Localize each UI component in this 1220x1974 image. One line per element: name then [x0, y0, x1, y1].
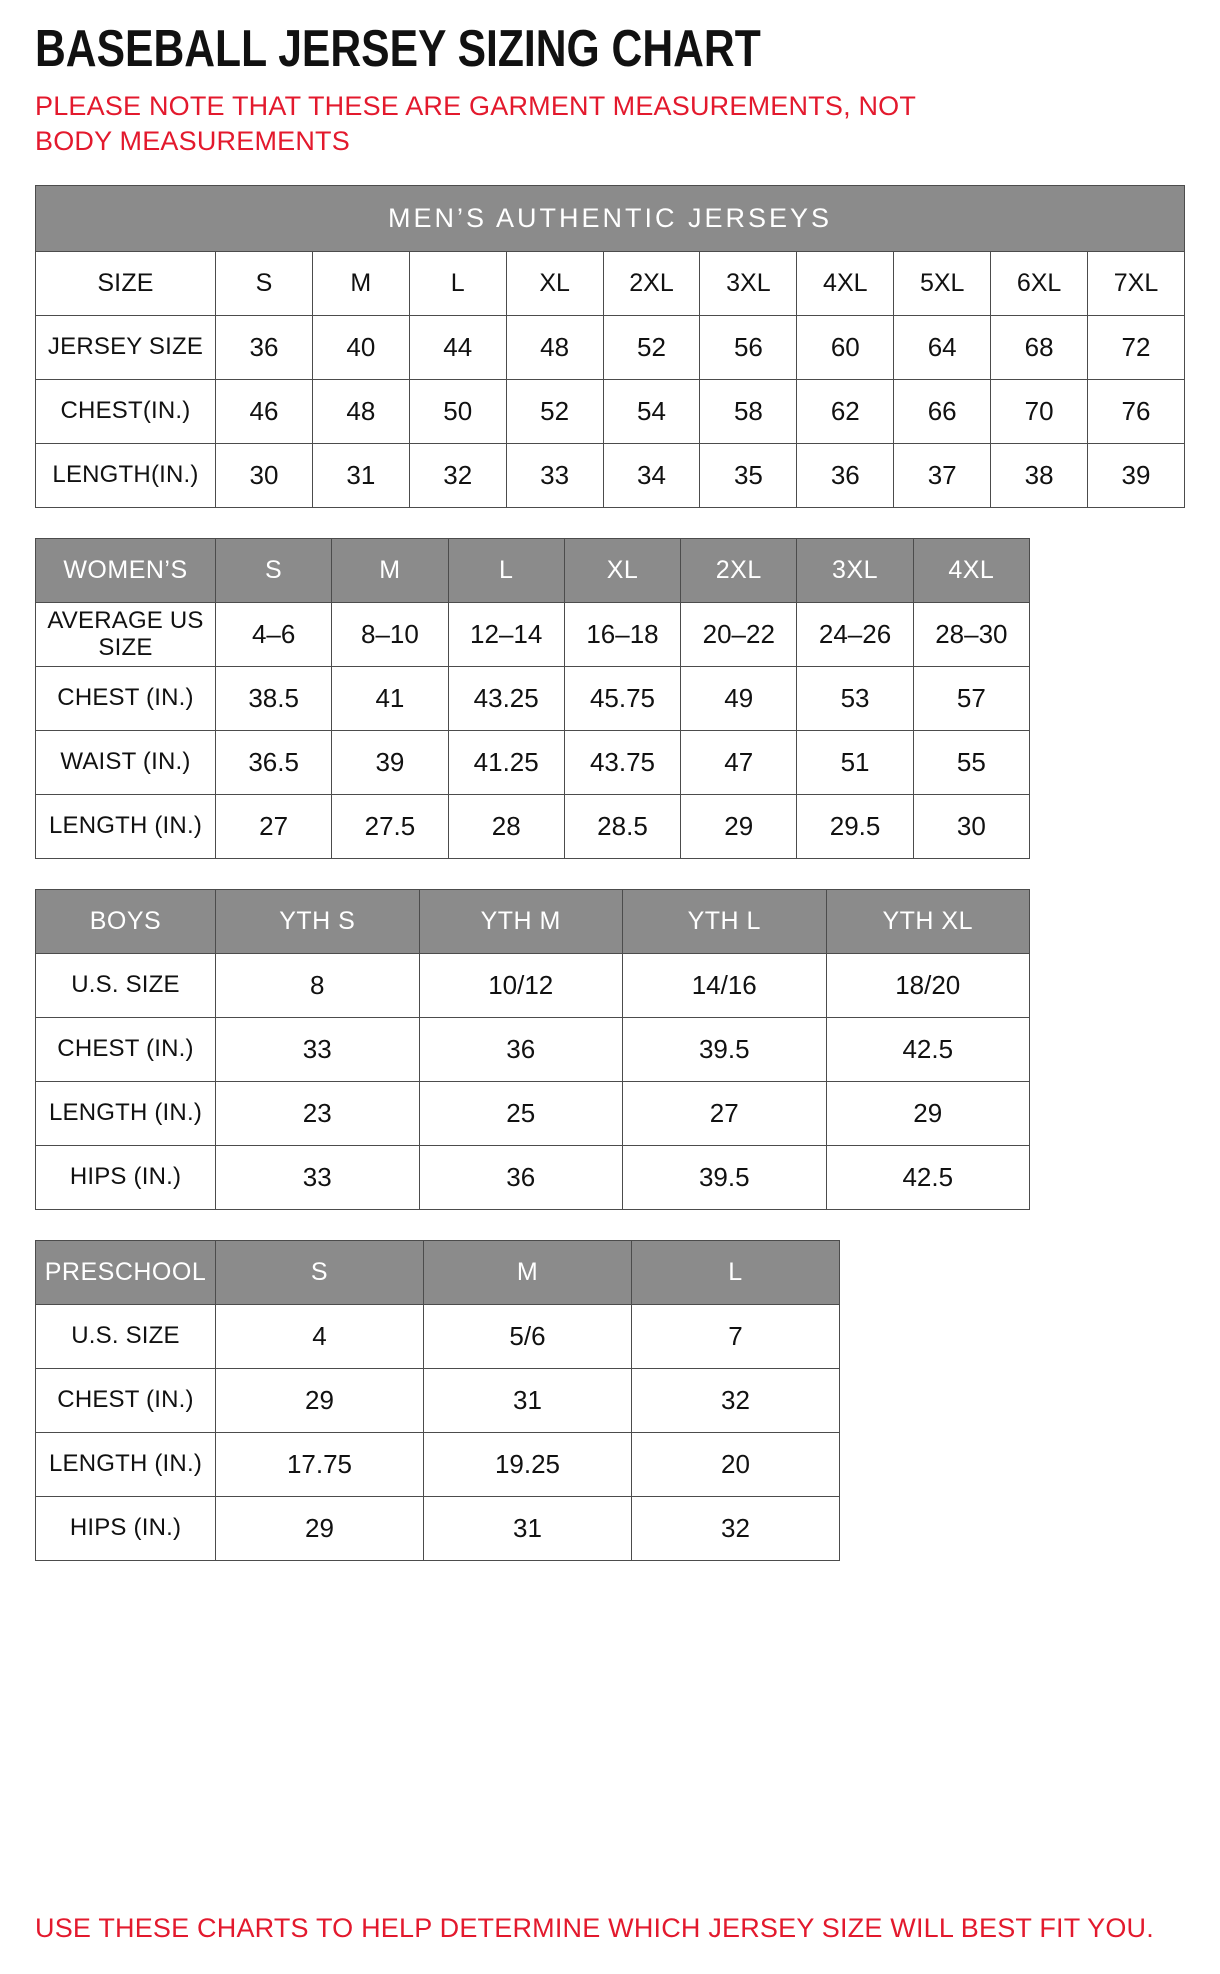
table-row — [36, 315, 1185, 379]
cell-value: 27 — [216, 794, 332, 858]
row-label: WAIST (IN.) — [36, 730, 216, 794]
row-label: JERSEY SIZE — [36, 315, 216, 379]
womens-column-header: XL — [564, 538, 680, 602]
cell-value: 4–6 — [216, 602, 332, 666]
cell-value: 19.25 — [424, 1432, 632, 1496]
cell-value: 27 — [623, 1081, 827, 1145]
womens-column-header: 2XL — [681, 538, 797, 602]
cell-value: 10/12 — [419, 953, 623, 1017]
cell-value: 43.25 — [448, 666, 564, 730]
cell-value: 14/16 — [623, 953, 827, 1017]
mens-size-table — [35, 185, 1185, 508]
row-label: AVERAGE US SIZE — [36, 602, 216, 666]
preschool-corner-label: PRESCHOOL — [36, 1240, 216, 1304]
cell-value: 76 — [1088, 379, 1185, 443]
cell-value: 18/20 — [826, 953, 1030, 1017]
table-row — [36, 1081, 1030, 1145]
womens-corner-label: WOMEN’S — [36, 538, 216, 602]
cell-value: 28–30 — [913, 602, 1029, 666]
cell-value: 42.5 — [826, 1017, 1030, 1081]
cell-value: 38.5 — [216, 666, 332, 730]
cell-value: 38 — [991, 443, 1088, 507]
mens-title-row — [36, 185, 1185, 251]
cell-value: 50 — [409, 379, 506, 443]
preschool-column-header: L — [632, 1240, 840, 1304]
womens-column-header: L — [448, 538, 564, 602]
cell-value: 72 — [1088, 315, 1185, 379]
cell-value: 29 — [216, 1368, 424, 1432]
cell-value: 68 — [991, 315, 1088, 379]
cell-value: 36 — [216, 315, 313, 379]
cell-value: 23 — [216, 1081, 420, 1145]
cell-value: 32 — [632, 1368, 840, 1432]
cell-value: 48 — [312, 379, 409, 443]
cell-value: 17.75 — [216, 1432, 424, 1496]
row-label: U.S. SIZE — [36, 1304, 216, 1368]
fit-advice-note: USE THESE CHARTS TO HELP DETERMINE WHICH JERSEY SIZE WILL BEST FIT YOU. — [35, 1912, 1154, 1943]
cell-value: 35 — [700, 443, 797, 507]
table-row — [36, 794, 1030, 858]
mens-column-header: 6XL — [991, 251, 1088, 315]
womens-column-header: S — [216, 538, 332, 602]
boys-column-header: YTH L — [623, 889, 827, 953]
cell-value: 42.5 — [826, 1145, 1030, 1209]
mens-column-header: 2XL — [603, 251, 700, 315]
cell-value: 28 — [448, 794, 564, 858]
cell-value: 62 — [797, 379, 894, 443]
cell-value: 39.5 — [623, 1017, 827, 1081]
row-label: LENGTH (IN.) — [36, 1081, 216, 1145]
cell-value: 33 — [216, 1145, 420, 1209]
boys-column-header: YTH S — [216, 889, 420, 953]
table-row — [36, 1496, 840, 1560]
cell-value: 8 — [216, 953, 420, 1017]
page-title: BASEBALL JERSEY SIZING CHART — [35, 20, 761, 78]
cell-value: 33 — [506, 443, 603, 507]
cell-value: 29.5 — [797, 794, 913, 858]
table-row — [36, 1432, 840, 1496]
table-row — [36, 1368, 840, 1432]
mens-table-title: MEN’S AUTHENTIC JERSEYS — [36, 185, 1185, 251]
cell-value: 43.75 — [564, 730, 680, 794]
cell-value: 55 — [913, 730, 1029, 794]
cell-value: 28.5 — [564, 794, 680, 858]
table-row — [36, 953, 1030, 1017]
garment-measurements-note: PLEASE NOTE THAT THESE ARE GARMENT MEASUREMENTS, NOT BODY MEASUREMENTS — [35, 90, 916, 156]
row-label: CHEST(IN.) — [36, 379, 216, 443]
preschool-column-header: M — [424, 1240, 632, 1304]
cell-value: 66 — [894, 379, 991, 443]
cell-value: 54 — [603, 379, 700, 443]
cell-value: 39 — [332, 730, 448, 794]
cell-value: 24–26 — [797, 602, 913, 666]
cell-value: 36 — [419, 1145, 623, 1209]
row-label: LENGTH (IN.) — [36, 1432, 216, 1496]
cell-value: 41 — [332, 666, 448, 730]
cell-value: 52 — [603, 315, 700, 379]
row-label: LENGTH (IN.) — [36, 794, 216, 858]
row-label: HIPS (IN.) — [36, 1496, 216, 1560]
cell-value: 64 — [894, 315, 991, 379]
cell-value: 58 — [700, 379, 797, 443]
cell-value: 30 — [216, 443, 313, 507]
cell-value: 44 — [409, 315, 506, 379]
cell-value: 51 — [797, 730, 913, 794]
table-row — [36, 379, 1185, 443]
cell-value: 31 — [424, 1496, 632, 1560]
mens-column-header: 4XL — [797, 251, 894, 315]
cell-value: 7 — [632, 1304, 840, 1368]
cell-value: 34 — [603, 443, 700, 507]
table-row — [36, 730, 1030, 794]
cell-value: 40 — [312, 315, 409, 379]
row-label: CHEST (IN.) — [36, 1368, 216, 1432]
cell-value: 4 — [216, 1304, 424, 1368]
womens-column-header: 4XL — [913, 538, 1029, 602]
cell-value: 45.75 — [564, 666, 680, 730]
boys-corner-label: BOYS — [36, 889, 216, 953]
cell-value: 46 — [216, 379, 313, 443]
cell-value: 37 — [894, 443, 991, 507]
cell-value: 5/6 — [424, 1304, 632, 1368]
cell-value: 49 — [681, 666, 797, 730]
mens-column-header: 3XL — [700, 251, 797, 315]
cell-value: 31 — [424, 1368, 632, 1432]
preschool-size-table — [35, 1240, 840, 1561]
boys-column-header: YTH M — [419, 889, 623, 953]
size-tables-container — [35, 185, 1185, 1561]
cell-value: 47 — [681, 730, 797, 794]
cell-value: 29 — [216, 1496, 424, 1560]
preschool-header-row — [36, 1240, 840, 1304]
cell-value: 20 — [632, 1432, 840, 1496]
row-label: CHEST (IN.) — [36, 1017, 216, 1081]
cell-value: 27.5 — [332, 794, 448, 858]
cell-value: 8–10 — [332, 602, 448, 666]
row-label: LENGTH(IN.) — [36, 443, 216, 507]
mens-column-header: XL — [506, 251, 603, 315]
cell-value: 53 — [797, 666, 913, 730]
cell-value: 12–14 — [448, 602, 564, 666]
womens-column-header: M — [332, 538, 448, 602]
cell-value: 30 — [913, 794, 1029, 858]
table-row — [36, 666, 1030, 730]
mens-column-header: S — [216, 251, 313, 315]
row-label: CHEST (IN.) — [36, 666, 216, 730]
cell-value: 29 — [681, 794, 797, 858]
cell-value: 39 — [1088, 443, 1185, 507]
cell-value: 57 — [913, 666, 1029, 730]
womens-column-header: 3XL — [797, 538, 913, 602]
mens-header-row — [36, 251, 1185, 315]
boys-column-header: YTH XL — [826, 889, 1030, 953]
cell-value: 25 — [419, 1081, 623, 1145]
boys-size-table — [35, 889, 1030, 1210]
cell-value: 36 — [797, 443, 894, 507]
cell-value: 70 — [991, 379, 1088, 443]
cell-value: 29 — [826, 1081, 1030, 1145]
mens-corner-label: SIZE — [36, 251, 216, 315]
table-row — [36, 1017, 1030, 1081]
womens-header-row — [36, 538, 1030, 602]
preschool-column-header: S — [216, 1240, 424, 1304]
cell-value: 32 — [409, 443, 506, 507]
cell-value: 52 — [506, 379, 603, 443]
cell-value: 56 — [700, 315, 797, 379]
table-row — [36, 443, 1185, 507]
cell-value: 31 — [312, 443, 409, 507]
mens-column-header: 7XL — [1088, 251, 1185, 315]
cell-value: 36.5 — [216, 730, 332, 794]
mens-column-header: 5XL — [894, 251, 991, 315]
cell-value: 20–22 — [681, 602, 797, 666]
mens-column-header: M — [312, 251, 409, 315]
row-label: HIPS (IN.) — [36, 1145, 216, 1209]
cell-value: 39.5 — [623, 1145, 827, 1209]
cell-value: 33 — [216, 1017, 420, 1081]
mens-column-header: L — [409, 251, 506, 315]
cell-value: 36 — [419, 1017, 623, 1081]
table-row — [36, 602, 1030, 666]
cell-value: 48 — [506, 315, 603, 379]
cell-value: 32 — [632, 1496, 840, 1560]
cell-value: 16–18 — [564, 602, 680, 666]
cell-value: 60 — [797, 315, 894, 379]
womens-size-table — [35, 538, 1030, 859]
table-row — [36, 1145, 1030, 1209]
table-row — [36, 1304, 840, 1368]
row-label: U.S. SIZE — [36, 953, 216, 1017]
boys-header-row — [36, 889, 1030, 953]
cell-value: 41.25 — [448, 730, 564, 794]
